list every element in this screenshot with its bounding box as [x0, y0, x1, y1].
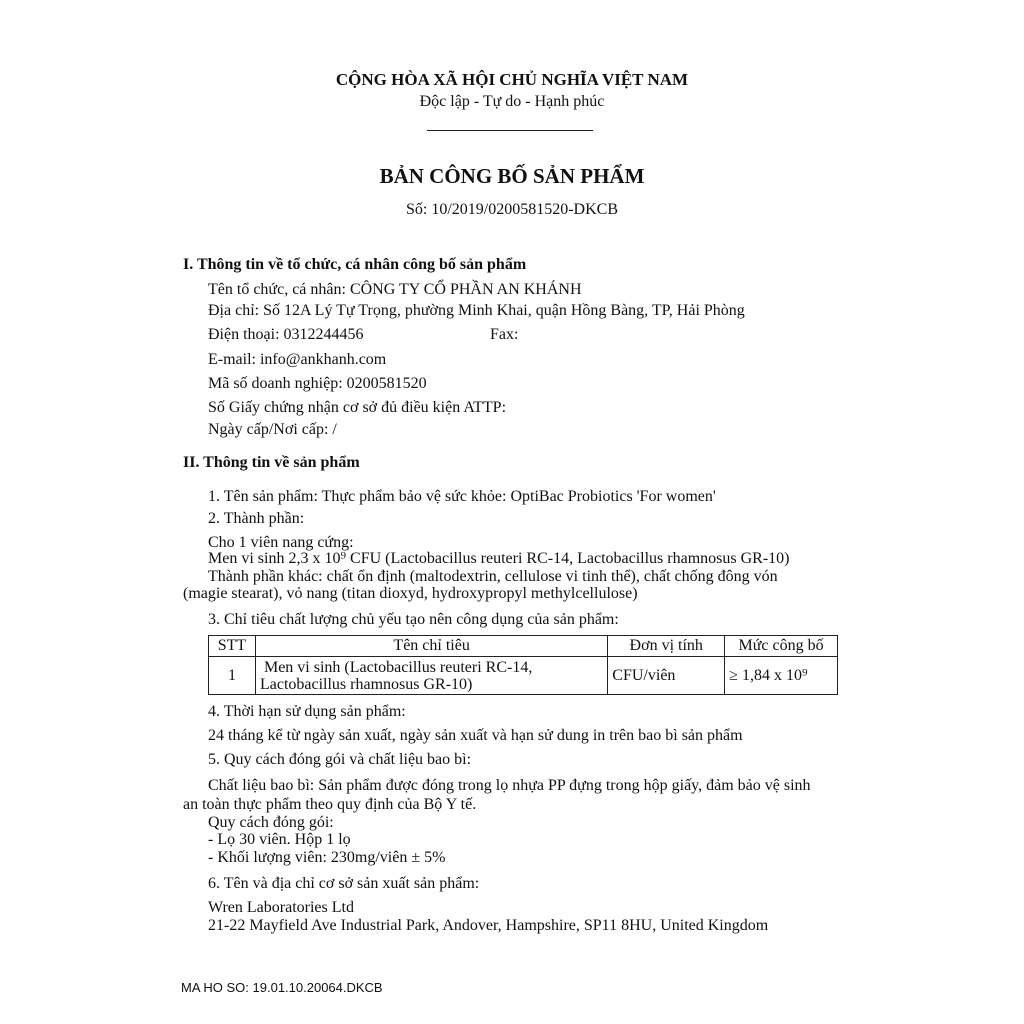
ingredients-main: Men vi sinh 2,3 x 10⁹ CFU (Lactobacillus reuteri RC-14, Lactobacillus rhamnosus GR-10) — [208, 550, 790, 567]
packaging-material-1: Chất liệu bao bì: Sản phẩm được đóng trong lọ nhựa PP đựng trong hộp giấy, đảm bảo vệ sinh — [208, 777, 811, 794]
table-header-cell: Tên chỉ tiêu — [255, 636, 607, 657]
org-tax-code: Mã số doanh nghiệp: 0200581520 — [208, 375, 427, 392]
row-index: 1 — [209, 657, 256, 695]
section-1-heading: I. Thông tin về tổ chức, cá nhân công bố sản phẩm — [183, 256, 527, 273]
food-safety-certificate: Số Giấy chứng nhận cơ sở đủ điều kiện ATTP: — [208, 399, 507, 416]
ingredients-label: 2. Thành phần: — [208, 510, 305, 527]
issue-date-place: Ngày cấp/Nơi cấp: / — [208, 421, 337, 438]
ingredients-other-1: Thành phần khác: chất ổn định (maltodextrin, cellulose vi tinh thể), chất chống đông vón — [208, 568, 778, 585]
org-email: E-mail: info@ankhanh.com — [208, 351, 387, 368]
packaging-material-2: an toàn thực phẩm theo quy định của Bộ Y tế. — [183, 796, 477, 813]
criterion-name-line-2: Lactobacillus rhamnosus GR-10) — [259, 675, 473, 693]
table-header-cell: STT — [209, 636, 256, 657]
shelf-life-text: 24 tháng kể từ ngày sản xuất, ngày sản xuất và hạn sử dung in trên bao bì sản phẩm — [208, 727, 743, 744]
org-fax: Fax: — [490, 326, 519, 343]
manufacturer-address: 21-22 Mayfield Ave Industrial Park, Andover, Hampshire, SP11 8HU, United Kingdom — [208, 917, 769, 934]
manufacturer-label: 6. Tên và địa chỉ cơ sở sản xuất sản phẩm: — [208, 875, 480, 892]
quality-criteria-label: 3. Chỉ tiêu chất lượng chủ yếu tạo nên công dụng của sản phẩm: — [208, 611, 619, 628]
table-header-cell: Đơn vị tính — [608, 636, 725, 657]
criterion-unit: CFU/viên — [608, 657, 725, 695]
criterion-value: ≥ 1,84 x 10⁹ — [725, 657, 838, 695]
document-title: BẢN CÔNG BỐ SẢN PHẨM — [379, 164, 645, 188]
quality-table — [208, 635, 838, 695]
product-name: 1. Tên sản phẩm: Thực phẩm bảo vệ sức khỏe: OptiBac Probiotics 'For women' — [208, 488, 716, 505]
packing-line-2: - Khối lượng viên: 230mg/viên ± 5% — [208, 849, 446, 866]
org-name: Tên tổ chức, cá nhân: CÔNG TY CỔ PHẦN AN KHÁNH — [208, 281, 582, 298]
org-address: Địa chỉ: Số 12A Lý Tự Trọng, phường Minh Khai, quận Hồng Bàng, TP, Hải Phòng — [208, 302, 745, 319]
national-motto: Độc lập - Tự do - Hạnh phúc — [419, 93, 605, 110]
packaging-label: 5. Quy cách đóng gói và chất liệu bao bì: — [208, 751, 472, 768]
ingredients-intro: Cho 1 viên nang cứng: — [208, 534, 354, 551]
table-header-cell: Mức công bố — [725, 636, 838, 657]
packing-line-1: - Lọ 30 viên. Hộp 1 lọ — [208, 831, 351, 848]
manufacturer-name: Wren Laboratories Ltd — [208, 899, 354, 916]
packing-intro: Quy cách đóng gói: — [208, 814, 334, 831]
ingredients-other-2: (magie stearat), vỏ nang (titan dioxyd, hydroxypropyl methylcellulose) — [183, 585, 638, 602]
criterion-name — [255, 657, 607, 695]
org-phone: Điện thoại: 0312244456 — [208, 326, 364, 343]
country-name: CỘNG HÒA XÃ HỘI CHỦ NGHĨA VIỆT NAM — [335, 70, 689, 89]
header-divider — [427, 130, 593, 131]
table-row — [209, 657, 838, 695]
section-2-heading: II. Thông tin về sản phẩm — [183, 454, 360, 471]
record-code: MA HO SO: 19.01.10.20064.DKCB — [181, 980, 383, 995]
shelf-life-label: 4. Thời hạn sử dụng sản phẩm: — [208, 703, 406, 720]
criterion-name-line-1: Men vi sinh (Lactobacillus reuteri RC-14, — [263, 658, 533, 676]
document-number: Số: 10/2019/0200581520-DKCB — [405, 201, 618, 218]
table-header-row — [209, 636, 838, 657]
